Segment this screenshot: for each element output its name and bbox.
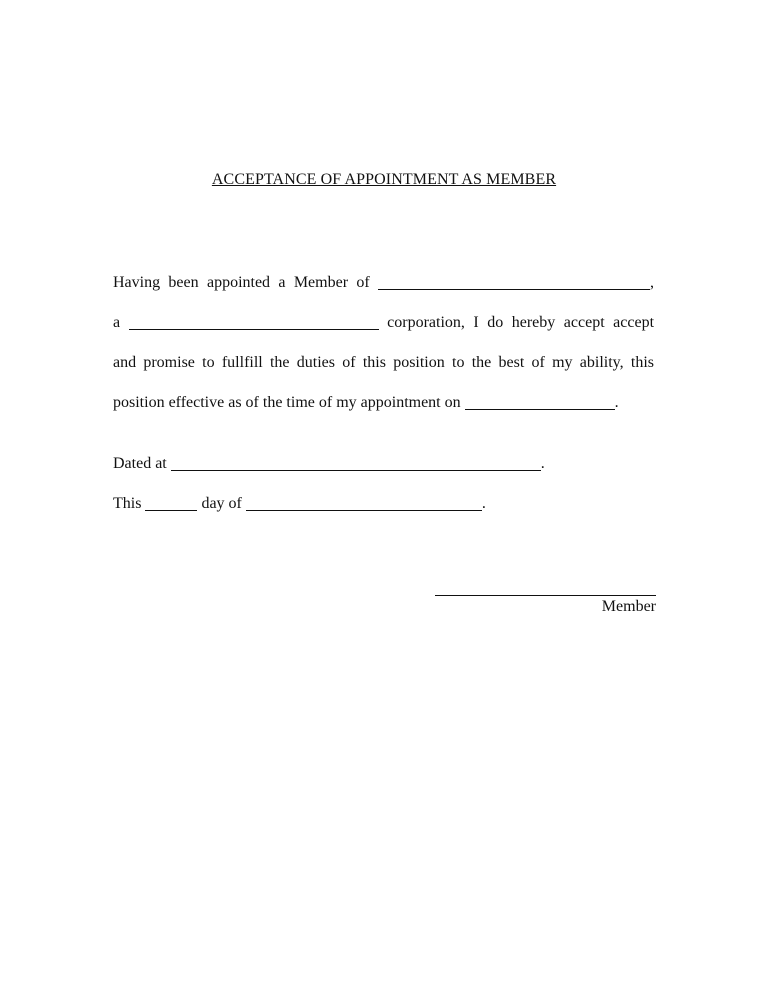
signature-label: Member [601,598,656,615]
paragraph-line-2-start: a [113,314,121,331]
paragraph-line-1 [113,272,654,294]
this-day-end: . [481,495,486,512]
paragraph-line-4-text: position effective as of the time of my appointment on [113,394,461,411]
day-number-blank[interactable] [145,496,197,511]
dated-at-label: Dated at [113,455,167,472]
paragraph-line-3 [113,352,654,374]
document-title: ACCEPTANCE OF APPOINTMENT AS MEMBER [211,171,557,188]
paragraph-line-2 [113,312,654,334]
organization-name-blank[interactable] [378,275,650,290]
paragraph-line-4 [113,392,619,414]
paragraph-line-1-text: Having been appointed a Member of [113,274,370,291]
appointment-date-blank[interactable] [465,395,615,410]
this-label: This [113,495,142,512]
corporation-type-blank[interactable] [129,315,379,330]
paragraph-line-2-text: corporation, I do hereby accept accept [387,314,655,331]
paragraph-line-4-end: . [614,394,619,411]
dated-at-end: . [540,455,545,472]
paragraph-line-1-end: , [650,274,654,291]
dated-at-line [113,453,545,475]
this-day-line [113,493,486,515]
day-of-label: day of [201,495,242,512]
month-year-blank[interactable] [246,496,482,511]
dated-at-place-blank[interactable] [171,456,541,471]
paragraph-line-3-text: and promise to fullfill the duties of this position to the best of my ability, this [113,354,654,371]
